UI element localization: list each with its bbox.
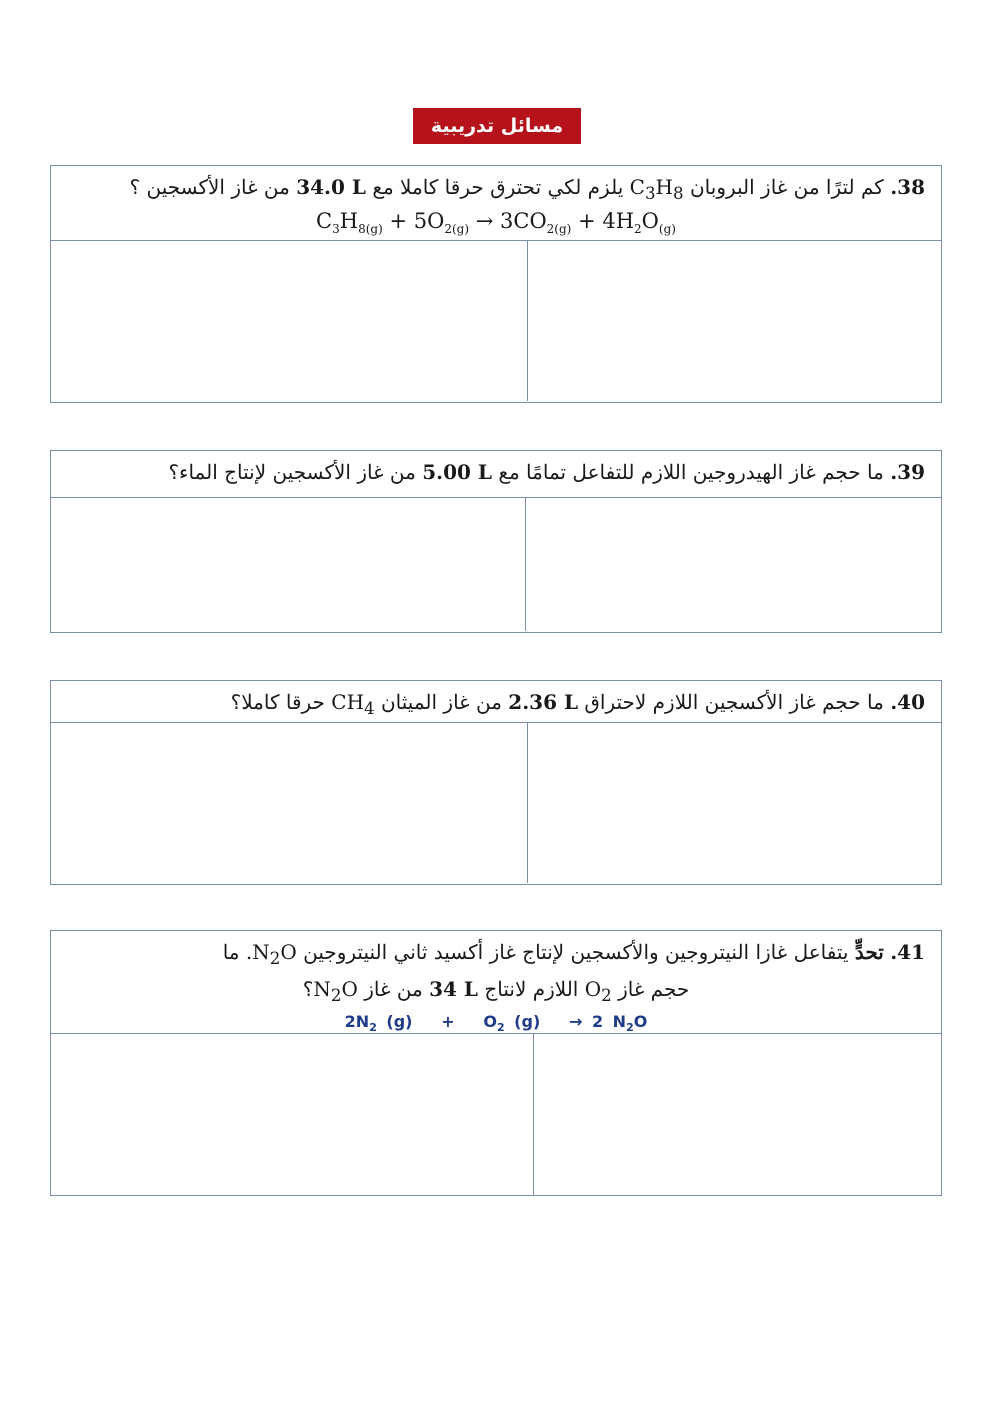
problem-41 (50, 930, 942, 1196)
question-text: ما حجم غاز الهيدروجين اللازم للتفاعل تمامًا مع (498, 460, 884, 484)
question-number: 39. (890, 460, 925, 484)
answer-box-left[interactable] (51, 498, 526, 631)
formula-methane: $CH_4$ (331, 690, 375, 718)
reactant-oxygen: $O_2$ (g) (483, 1012, 541, 1035)
question-text: من غاز الأكسجين لإنتاج الماء؟ (168, 460, 416, 484)
question-text: من غاز الأكسجين ؟ (129, 175, 290, 199)
quantity: 5.00 L (422, 460, 492, 484)
question-number: 41. (890, 940, 925, 964)
answer-area (51, 498, 941, 631)
formula-propane: $C_3H_8$ (629, 175, 684, 203)
problem-38 (50, 165, 942, 403)
question-text: يتفاعل غازا النيتروجين والأكسجين لإنتاج غاز أكسيد ثاني النيتروجين (303, 940, 849, 964)
question-text: ما حجم غاز الأكسجين اللازم لاحتراق (584, 690, 884, 714)
question-text: من غاز (364, 977, 423, 1001)
answer-box-left[interactable] (51, 241, 528, 401)
question-text: يلزم لكي تحترق حرقا كاملا مع (372, 175, 624, 199)
question-text: حجم غاز (618, 977, 690, 1001)
answer-box-right[interactable] (528, 241, 941, 401)
problem-39 (50, 450, 942, 633)
question-39 (51, 451, 941, 498)
answer-box-right[interactable] (528, 723, 941, 883)
quantity: 34 L (429, 977, 478, 1001)
problem-40 (50, 680, 942, 885)
reactant-propane: $C_3H_{8(g)}$ (316, 209, 383, 237)
answer-area (51, 723, 941, 883)
plus-sign: + (441, 1012, 455, 1031)
question-line-2 (67, 974, 925, 1011)
reactant-nitrogen: $2N_2$ (g) (344, 1012, 413, 1035)
arrow-icon: → (475, 209, 494, 233)
question-41 (51, 931, 941, 1034)
formula-n2o: $N_2O$ (313, 977, 358, 1005)
question-38 (51, 166, 941, 241)
question-text: من غاز الميثان (380, 690, 502, 714)
plus-sign: + (578, 209, 596, 233)
formula-o2: $O_2$ (584, 977, 612, 1005)
answer-box-left[interactable] (51, 1034, 534, 1195)
answer-box-left[interactable] (51, 723, 528, 883)
question-text: حرقا كاملا؟ (230, 690, 325, 714)
question-line-1 (67, 937, 925, 974)
reactant-oxygen: $5O_{2(g)}$ (413, 209, 470, 237)
question-text: ؟ (302, 977, 314, 1001)
answer-box-right[interactable] (526, 498, 941, 631)
question-text: . ما (222, 940, 253, 964)
quantity: 34.0 L (296, 175, 366, 199)
plus-sign: + (389, 209, 408, 233)
answer-area (51, 1034, 941, 1195)
question-text: كم لترًا من غاز البروبان (689, 175, 884, 199)
question-text: اللازم لانتاج (484, 977, 579, 1001)
challenge-label: تحدٍّ (854, 940, 884, 964)
product-n2o: 2 $N_2O$ (591, 1012, 648, 1035)
product-co2: $3CO_{2(g)}$ (500, 209, 572, 237)
quantity: 2.36 L (508, 690, 579, 714)
question-number: 40. (890, 690, 925, 714)
answer-box-right[interactable] (534, 1034, 941, 1195)
arrow-icon: → (568, 1012, 583, 1031)
page-title: مسائل تدريبية (413, 108, 581, 144)
question-number: 38. (890, 175, 925, 199)
reaction-equation (67, 207, 925, 243)
product-water: $4H_2O_{(g)}$ (602, 209, 676, 237)
formula-n2o: $N_2O$ (252, 940, 297, 968)
answer-area (51, 241, 941, 401)
question-40 (51, 681, 941, 723)
